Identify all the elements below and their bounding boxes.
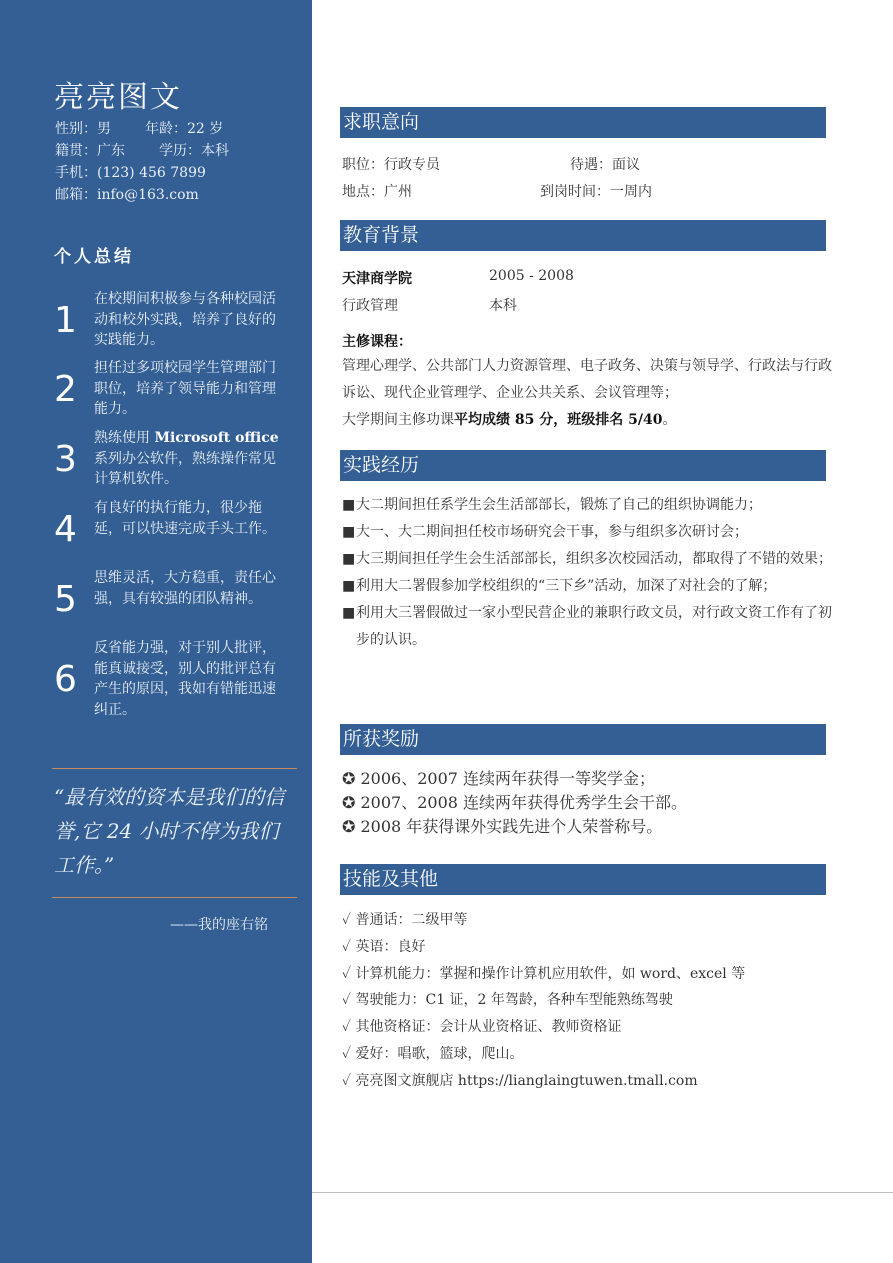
square-bullet-icon: ■: [342, 524, 356, 540]
summary-text: 反省能力强，对于别人批评，能真诚接受，别人的批评总有产生的原因，我如有错能迅速纠正。: [94, 640, 276, 718]
square-bullet-icon: ■: [342, 497, 356, 513]
summary-number: 1: [54, 300, 77, 341]
list-item: ✓ 普通话：二级甲等: [342, 912, 468, 928]
summary-text: 担任过多项校园学生管理部门职位，培养了领导能力和管理能力。: [94, 360, 276, 417]
summary-text: 在校期间积极参与各种校园活动和校外实践，培养了良好的实践能力。: [94, 291, 276, 348]
sidebar: [0, 0, 312, 1263]
summary-title: 个人总结: [54, 247, 134, 267]
section-header-objective: 求职意向: [340, 107, 826, 138]
grade-post: 。: [662, 412, 677, 428]
practice-text: 利用大二署假参加学校组织的“三下乡”活动，加深了对社会的了解；: [356, 578, 777, 594]
practice-text: 利用大三署假做过一家小型民营企业的兼职行政文员，对行政文资工作有了初步的认识。: [356, 605, 832, 648]
objective-start: 到岗时间：一周内: [540, 184, 652, 200]
courses-label: 主修课程：: [342, 334, 412, 350]
list-item: ✪ 2008 年获得课外实践先进个人荣誉称号。: [342, 817, 663, 836]
school-name: 天津商学院: [342, 271, 412, 287]
education-level: 学历：本科: [159, 143, 229, 159]
section-header-practice: 实践经历: [340, 450, 826, 481]
courses: 管理心理学、公共部门人力资源管理、电子政务、决策与领导学、行政法与行政诉讼、现代企业管理学、企业公共关系、会议管理等；: [342, 358, 832, 401]
section-header-awards: 所获奖励: [340, 724, 826, 755]
summary-text-rest: 系列办公软件，熟练操作常见计算机软件。: [94, 450, 276, 487]
objective-position: 职位：行政专员: [342, 157, 440, 173]
footer-divider: [312, 1192, 893, 1193]
square-bullet-icon: ■: [342, 578, 356, 594]
quote-bottom-rule: [52, 897, 297, 898]
list-item: ✓ 驾驶能力：C1 证，2 年驾龄，各种车型能熟练驾驶: [342, 992, 673, 1009]
email: 邮箱：info@163.com: [55, 187, 199, 203]
grade-bold: 平均成绩 85 分，班级排名 5/40: [454, 412, 663, 428]
square-bullet-icon: ■: [342, 551, 356, 567]
list-item: ✪ 2006、2007 连续两年获得一等奖学金；: [342, 769, 656, 788]
summary-text-bold: Microsoft office: [154, 430, 279, 446]
summary-text: [94, 428, 280, 490]
list-item: ✪ 2007、2008 连续两年获得优秀学生会干部。: [342, 793, 688, 812]
practice-text: 大一、大二期间担任校市场研究会干事，参与组织多次研讨会；: [356, 524, 748, 540]
list-item: [342, 600, 834, 654]
quote: “最有效的资本是我们的信誉,它 24 小时不停为我们工作。”: [54, 785, 285, 877]
summary-text-pre: 熟练使用: [94, 430, 155, 446]
summary-number: 5: [54, 579, 77, 620]
grade: [342, 407, 834, 434]
objective-salary: 待遇：面议: [570, 157, 640, 173]
section-header-education: 教育背景: [340, 220, 826, 251]
practice-list: [342, 492, 834, 654]
school-years: 2005 - 2008: [489, 268, 574, 284]
major: 行政管理: [342, 298, 398, 314]
gender: 性别：男: [55, 121, 111, 137]
list-item: ✓ 英语：良好: [342, 938, 426, 955]
degree: 本科: [489, 298, 517, 314]
awards-list: [342, 767, 834, 839]
list-item: [342, 573, 834, 600]
candidate-name: 亮亮图文: [54, 80, 182, 115]
summary-number: 6: [54, 659, 77, 700]
age: 年龄：22 岁: [145, 121, 224, 137]
list-item: [342, 546, 834, 573]
grade-pre: 大学期间主修功课: [342, 412, 454, 428]
skills-list: [342, 907, 834, 1095]
summary-text: 思维灵活，大方稳重，责任心强，具有较强的团队精神。: [94, 570, 276, 607]
practice-text: 大二期间担任系学生会生活部部长，锻炼了自己的组织协调能力；: [356, 497, 762, 513]
section-header-skills: 技能及其他: [340, 864, 826, 895]
quote-top-rule: [52, 768, 297, 769]
personal-info: [55, 118, 229, 206]
list-item: [342, 519, 834, 546]
practice-text: 大三期间担任学生会生活部部长，组织多次校园活动，都取得了不错的效果；: [356, 551, 832, 567]
objective-location: 地点：广州: [342, 184, 412, 200]
list-item: ✓ 爱好：唱歌，篮球，爬山。: [342, 1045, 524, 1062]
summary-number: 4: [54, 509, 77, 550]
list-item: [342, 492, 834, 519]
summary-number: 3: [54, 439, 77, 480]
motto-label: ——我的座右铭: [170, 917, 268, 933]
list-item: ✓ 其他资格证：会计从业资格证、教师资格证: [342, 1019, 622, 1036]
square-bullet-icon: ■: [342, 605, 356, 621]
phone: 手机：(123) 456 7899: [55, 165, 206, 181]
summary-text: 有良好的执行能力，很少拖延，可以快速完成手头工作。: [94, 500, 276, 537]
list-item: ✓ 亮亮图文旗舰店 https://lianglaingtuwen.tmall.com: [342, 1072, 698, 1089]
summary-number: 2: [54, 369, 77, 410]
list-item: ✓ 计算机能力：掌握和操作计算机应用软件，如 word、excel 等: [342, 965, 746, 982]
hometown: 籍贯：广东: [55, 143, 125, 159]
